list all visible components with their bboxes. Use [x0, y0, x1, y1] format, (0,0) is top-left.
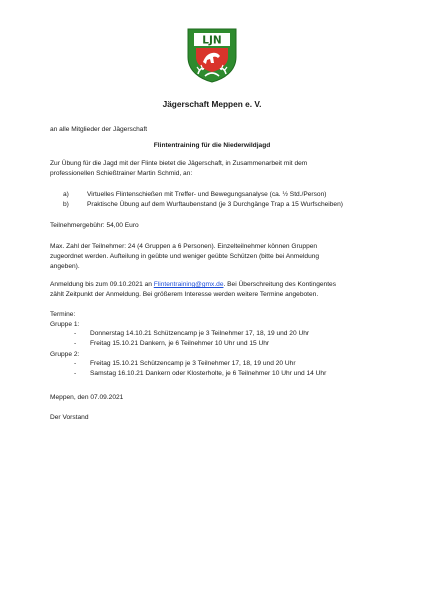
- list-dash: -: [74, 360, 77, 367]
- schedule-date-text: Freitag 15.10.21 Schützencamp je 3 Teilnehmer 17, 18, 19 und 20 Uhr: [90, 360, 296, 367]
- participants-line-3: angeben).: [50, 263, 80, 270]
- schedule-date: [74, 370, 327, 377]
- jaegerschaft-crest-logo: [186, 27, 238, 83]
- participants-line-1: Max. Zahl der Teilnehmer: 24 (4 Gruppen a 6 Personen). Einzelteilnehmer können Gruppen: [50, 243, 318, 250]
- schedule-date-text: Samstag 16.10.21 Dankern oder Klosterholte, je 6 Teilnehmer 10 Uhr und 14 Uhr: [90, 370, 327, 377]
- schedule-label: Termine:: [50, 311, 76, 318]
- crest-icon: [186, 27, 238, 83]
- intro-line-1: Zur Übung für die Jagd mit der Flinte bietet die Jägerschaft, in Zusammenarbeit mit dem: [50, 160, 308, 167]
- offer-marker: b): [63, 201, 69, 208]
- group-2-label: Gruppe 2:: [50, 351, 80, 358]
- participation-fee: Teilnehmergebühr: 54,00 Euro: [50, 222, 139, 229]
- schedule-date: [74, 330, 310, 337]
- offer-marker: a): [63, 191, 69, 198]
- schedule-date: [74, 340, 270, 347]
- offer-item-b: [63, 200, 343, 210]
- document-heading: Flintentraining für die Niederwildjagd: [153, 142, 271, 149]
- place-and-date: Meppen, den 07.09.2021: [50, 394, 124, 401]
- svg-text:LJN: LJN: [202, 34, 222, 47]
- organization-title: Jägerschaft Meppen e. V.: [162, 99, 262, 109]
- group-1-label: Gruppe 1:: [50, 321, 80, 328]
- offer-text: Virtuelles Flintenschießen mit Treffer- und Bewegungsanalyse (ca. ½ Std./Person): [87, 191, 327, 198]
- list-dash: -: [74, 370, 77, 377]
- registration-text: Anmeldung bis zum 09.10.2021 an: [50, 281, 154, 288]
- registration-line-2: zählt Zeitpunkt der Anmeldung. Bei größerem Interesse werden weitere Termine angeboten.: [50, 291, 319, 298]
- schedule-date: [74, 360, 296, 367]
- schedule-date-text: Donnerstag 14.10.21 Schützencamp je 3 Teilnehmer 17, 18, 19 und 20 Uhr: [90, 330, 310, 337]
- registration-line-1: [50, 280, 336, 290]
- registration-email-link[interactable]: Flintentraining@gmx.de: [153, 281, 224, 288]
- signature: Der Vorstand: [50, 414, 89, 421]
- offer-item-a: [63, 190, 326, 200]
- intro-line-2: professionellen Schießtrainer Martin Schmid, an:: [50, 170, 193, 177]
- list-dash: -: [74, 340, 77, 347]
- salutation: an alle Mitglieder der Jägerschaft: [50, 126, 148, 133]
- schedule-date-text: Freitag 15.10.21 Dankern, je 6 Teilnehmer 10 Uhr und 15 Uhr: [90, 340, 270, 347]
- registration-text: . Bei Überschreitung des Kontingentes: [223, 281, 337, 288]
- offer-text: Praktische Übung auf dem Wurftaubenstand (je 3 Durchgänge Trap a 15 Wurfscheiben): [87, 201, 343, 208]
- participants-line-2: zugeordnet werden. Aufteilung in geübte und weniger geübte Schützen (bitte bei Anmeldung: [50, 253, 320, 260]
- list-dash: -: [74, 330, 77, 337]
